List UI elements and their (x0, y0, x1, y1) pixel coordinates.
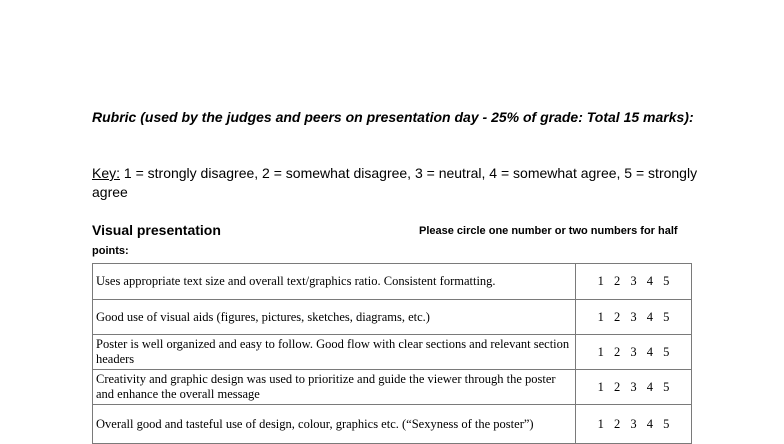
rating-scale[interactable]: 1 2 3 4 5 (576, 300, 692, 335)
section-subtitle: points: (92, 245, 129, 257)
criterion-cell: Overall good and tasteful use of design, colour, graphics etc. (“Sexyness of the poster”) (93, 405, 576, 444)
rubric-table (92, 263, 692, 444)
rating-scale[interactable]: 1 2 3 4 5 (576, 335, 692, 370)
table-row (93, 405, 692, 444)
rubric-title: Rubric (used by the judges and peers on presentation day - 25% of grade: Total 15 marks): (92, 109, 694, 125)
table-row (93, 335, 692, 370)
criterion-cell: Uses appropriate text size and overall text/graphics ratio. Consistent formatting. (93, 264, 576, 300)
key-text: 1 = strongly disagree, 2 = somewhat disagree, 3 = neutral, 4 = somewhat agree, 5 = strongly agree (92, 165, 698, 200)
rating-key (92, 164, 704, 202)
criterion-cell: Creativity and graphic design was used to prioritize and guide the viewer through the poster and enhance the overall message (93, 370, 576, 405)
table-row (93, 300, 692, 335)
rating-scale[interactable]: 1 2 3 4 5 (576, 370, 692, 405)
criterion-cell: Good use of visual aids (figures, pictures, sketches, diagrams, etc.) (93, 300, 576, 335)
section-title: Visual presentation (92, 222, 221, 238)
rating-scale[interactable]: 1 2 3 4 5 (576, 405, 692, 444)
table-row (93, 370, 692, 405)
table-row (93, 264, 692, 300)
key-label: Key: (92, 165, 121, 181)
scoring-instruction: Please circle one number or two numbers for half (419, 225, 678, 237)
rating-scale[interactable]: 1 2 3 4 5 (576, 264, 692, 300)
criterion-cell: Poster is well organized and easy to follow. Good flow with clear sections and relevant section headers (93, 335, 576, 370)
